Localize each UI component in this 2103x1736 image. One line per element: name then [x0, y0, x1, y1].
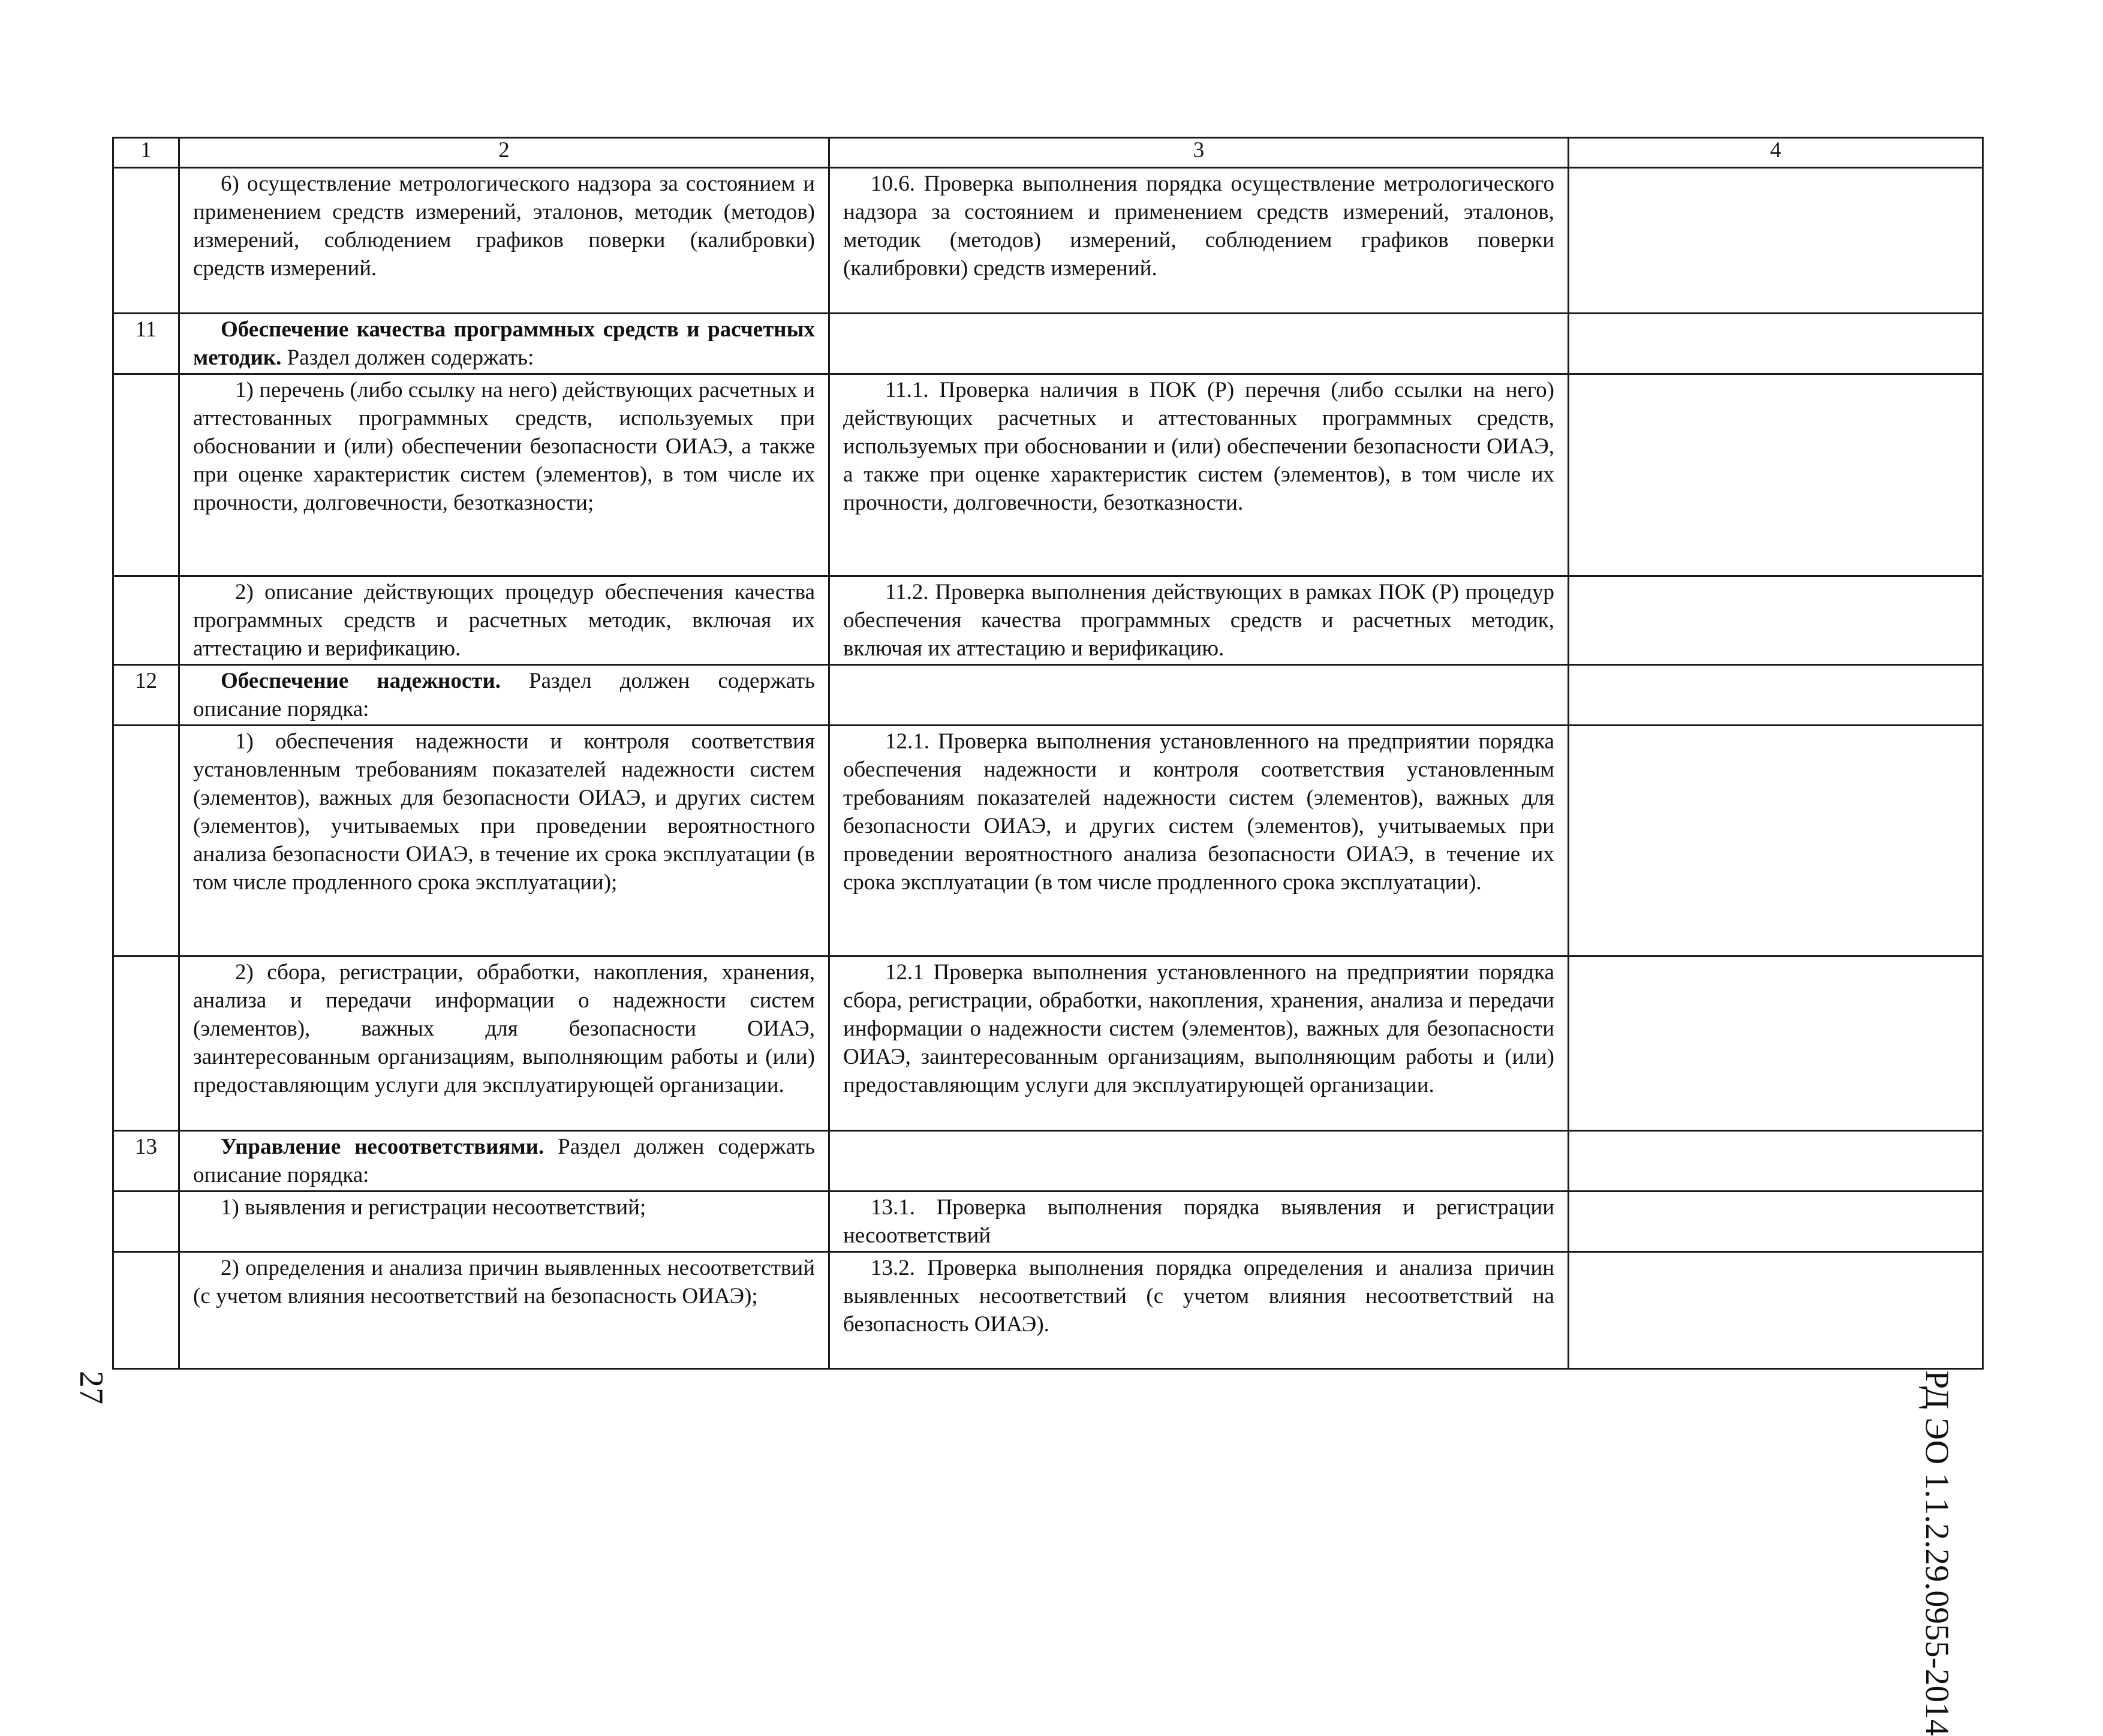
notes-cell	[1569, 1192, 1983, 1252]
section-title: Управление несоответствиями.	[221, 1135, 544, 1159]
check-text	[829, 1131, 1569, 1192]
row-number: 13	[113, 1131, 179, 1192]
notes-cell	[1569, 1252, 1983, 1369]
requirement-text: 2) описание действующих процедур обеспечения качества программных средств и расчетных методик, включая их аттестацию и верификацию.	[179, 576, 829, 665]
requirement-text: 1) выявления и регистрации несоответствий;	[179, 1192, 829, 1252]
row-number: 12	[113, 665, 179, 726]
requirement-text: 2) сбора, регистрации, обработки, накопления, хранения, анализа и передачи информации о надежности систем (элементов), важных для безопасности ОИАЭ, заинтересованным организациям, выполняющим работы и (или) предоставляющим услуги для эксплуатирующей организации.	[179, 956, 829, 1131]
notes-cell	[1569, 314, 1983, 374]
row-number: 11	[113, 314, 179, 374]
check-text: 13.2. Проверка выполнения порядка определения и анализа причин выявленных несоответствий (с учетом влияния несоответствий на безопасность ОИАЭ).	[829, 1252, 1569, 1369]
header-col-3: 3	[829, 138, 1569, 168]
section-row	[113, 314, 1983, 374]
row-number	[113, 374, 179, 576]
section-title: Обеспечение качества программных средств и расчетных методик.	[193, 317, 815, 370]
section-heading	[179, 665, 829, 726]
header-row	[113, 138, 1983, 168]
row-number	[113, 726, 179, 956]
section-heading	[179, 314, 829, 374]
check-text: 11.2. Проверка выполнения действующих в рамках ПОК (Р) процедур обеспечения качества программных средств и расчетных методик, включая их аттестацию и верификацию.	[829, 576, 1569, 665]
section-intro: Раздел должен содержать:	[281, 345, 534, 370]
section-title: Обеспечение надежности.	[221, 669, 501, 693]
check-text: 12.1 Проверка выполнения установленного на предприятии порядка сбора, регистрации, обработки, накопления, хранения, анализа и передачи информации о надежности систем (элементов), важных для безопасности ОИАЭ, заинтересованным организациям, выполняющим работы и (или) предоставляющим услуги для эксплуатирующей организации.	[829, 956, 1569, 1131]
header-col-4: 4	[1569, 138, 1983, 168]
section-intro: Раздел должен содержать описание порядка:	[193, 1135, 816, 1187]
table-row	[113, 168, 1983, 314]
section-heading	[179, 1131, 829, 1192]
table-row	[113, 1252, 1983, 1369]
page-number: 27	[73, 1371, 110, 1404]
header-col-1: 1	[113, 138, 179, 168]
notes-cell	[1569, 665, 1983, 726]
check-text: 11.1. Проверка наличия в ПОК (Р) перечня (либо ссылки на него) действующих расчетных и аттестованных программных средств, используемых при обосновании и (или) обеспечении безопасности ОИАЭ, а также при оценке характеристик систем (элементов), в том числе их прочности, долговечности, безотказности.	[829, 374, 1569, 576]
section-intro: Раздел должен содержать описание порядка:	[193, 669, 816, 721]
requirement-text: 1) обеспечения надежности и контроля соответствия установленным требованиям показателей надежности систем (элементов), важных для безопасности ОИАЭ, и других систем (элементов), учитываемых при проведении вероятностного анализа безопасности ОИАЭ, в течение их срока эксплуатации (в том числе продленного срока эксплуатации);	[179, 726, 829, 956]
row-number	[113, 956, 179, 1131]
row-number	[113, 1192, 179, 1252]
notes-cell	[1569, 374, 1983, 576]
document-code: РД ЭО 1.1.2.29.0955-2014	[1918, 1370, 1955, 1736]
requirement-text: 1) перечень (либо ссылку на него) действующих расчетных и аттестованных программных средств, используемых при обосновании и (или) обеспечении безопасности ОИАЭ, а также при оценке характеристик систем (элементов), в том числе их прочности, долговечности, безотказности;	[179, 374, 829, 576]
check-text: 13.1. Проверка выполнения порядка выявления и регистрации несоответствий	[829, 1192, 1569, 1252]
notes-cell	[1569, 956, 1983, 1131]
notes-cell	[1569, 576, 1983, 665]
table-row	[113, 374, 1983, 576]
table-row	[113, 1192, 1983, 1252]
requirements-table	[112, 137, 1984, 1370]
notes-cell	[1569, 1131, 1983, 1192]
row-number	[113, 576, 179, 665]
check-text	[829, 665, 1569, 726]
section-row	[113, 1131, 1983, 1192]
check-text	[829, 314, 1569, 374]
notes-cell	[1569, 726, 1983, 956]
header-col-2: 2	[179, 138, 829, 168]
table-row	[113, 956, 1983, 1131]
row-number	[113, 1252, 179, 1369]
check-text: 12.1. Проверка выполнения установленного на предприятии порядка обеспечения надежности и контроля соответствия установленным требованиям показателей надежности систем (элементов), важных для безопасности ОИАЭ, и других систем (элементов), учитываемых при проведении вероятностного анализа безопасности ОИАЭ, в течение их срока эксплуатации (в том числе продленного срока эксплуатации).	[829, 726, 1569, 956]
table-row	[113, 726, 1983, 956]
notes-cell	[1569, 168, 1983, 314]
table-row	[113, 576, 1983, 665]
requirement-text: 2) определения и анализа причин выявленных несоответствий (с учетом влияния несоответствий на безопасность ОИАЭ);	[179, 1252, 829, 1369]
row-number	[113, 168, 179, 314]
section-row	[113, 665, 1983, 726]
requirement-text: 6) осуществление метрологического надзора за состоянием и применением средств измерений, эталонов, методик (методов) измерений, соблюдением графиков поверки (калибровки) средств измерений.	[179, 168, 829, 314]
check-text: 10.6. Проверка выполнения порядка осуществление метрологического надзора за состоянием и применением средств измерений, эталонов, методик (методов) измерений, соблюдением графиков поверки (калибровки) средств измерений.	[829, 168, 1569, 314]
